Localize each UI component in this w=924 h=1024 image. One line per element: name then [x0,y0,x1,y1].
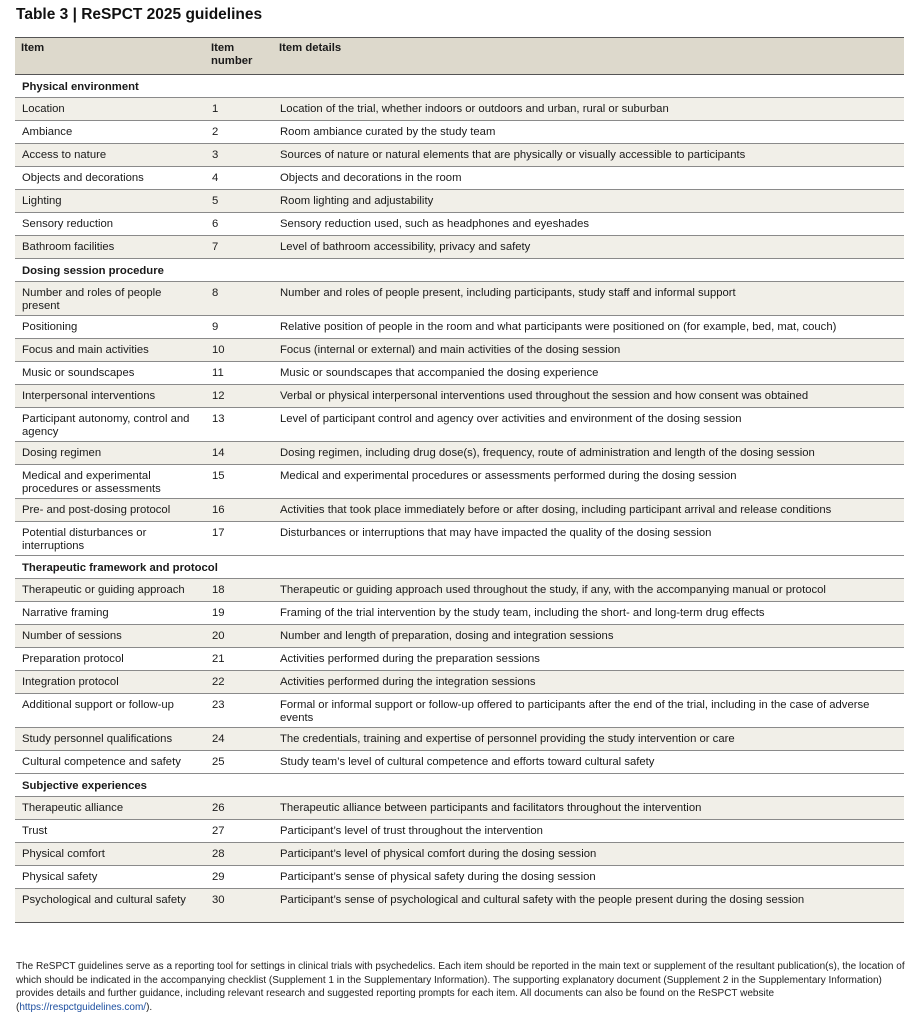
item-number-cell: 27 [205,820,273,843]
item-details-cell: Objects and decorations in the room [273,167,904,190]
item-name-cell: Ambiance [15,121,205,144]
table-row [15,579,904,602]
table-row [15,408,904,442]
item-details-cell: Level of bathroom accessibility, privacy and safety [273,236,904,259]
table-row [15,522,904,556]
item-name-cell: Pre- and post-dosing protocol [15,499,205,522]
item-name-cell: Narrative framing [15,602,205,625]
item-details-cell: Formal or informal support or follow-up offered to participants after the end of the trial, including in the case of adverse events [273,694,904,728]
item-details-cell: Dosing regimen, including drug dose(s), frequency, route of administration and length of the dosing session [273,442,904,465]
table-row [15,339,904,362]
item-details-cell: Sources of nature or natural elements that are physically or visually accessible to participants [273,144,904,167]
item-number-cell: 25 [205,751,273,774]
item-number-cell: 7 [205,236,273,259]
section-heading: Dosing session procedure [15,259,904,282]
table-row [15,213,904,236]
item-name-cell: Cultural competence and safety [15,751,205,774]
table-row [15,98,904,121]
item-details-cell: Medical and experimental procedures or assessments performed during the dosing session [273,465,904,499]
section-row [15,75,904,98]
item-details-cell: Room lighting and adjustability [273,190,904,213]
table-row [15,236,904,259]
table-row [15,190,904,213]
item-details-cell: Participant’s sense of psychological and cultural safety with the people present during the dosing session [273,889,904,923]
item-details-cell: Verbal or physical interpersonal interventions used throughout the session and how consent was obtained [273,385,904,408]
table-row [15,385,904,408]
item-details-cell: Participant’s level of physical comfort during the dosing session [273,843,904,866]
table-title: Table 3 | ReSPCT 2025 guidelines [16,6,263,23]
item-name-cell: Study personnel qualifications [15,728,205,751]
item-number-cell: 13 [205,408,273,442]
item-details-cell: Relative position of people in the room and what participants were positioned on (for example, bed, mat, couch) [273,316,904,339]
item-name-cell: Access to nature [15,144,205,167]
item-name-cell: Bathroom facilities [15,236,205,259]
item-number-cell: 14 [205,442,273,465]
guidelines-table [15,37,904,923]
item-number-cell: 2 [205,121,273,144]
table-row [15,820,904,843]
item-number-cell: 5 [205,190,273,213]
item-details-cell: Focus (internal or external) and main activities of the dosing session [273,339,904,362]
item-number-cell: 3 [205,144,273,167]
item-details-cell: Therapeutic or guiding approach used throughout the study, if any, with the accompanying manual or protocol [273,579,904,602]
item-number-cell: 29 [205,866,273,889]
table-row [15,362,904,385]
table-body [15,75,904,923]
header-item: Item [15,38,205,75]
item-details-cell: Music or soundscapes that accompanied the dosing experience [273,362,904,385]
item-number-cell: 30 [205,889,273,923]
table-row [15,167,904,190]
item-number-cell: 28 [205,843,273,866]
item-details-cell: The credentials, training and expertise of personnel providing the study intervention or care [273,728,904,751]
table-row [15,728,904,751]
table-row [15,671,904,694]
item-name-cell: Location [15,98,205,121]
item-name-cell: Sensory reduction [15,213,205,236]
footnote-end: ). [146,1001,153,1013]
table-row [15,121,904,144]
item-name-cell: Therapeutic alliance [15,797,205,820]
item-name-cell: Focus and main activities [15,339,205,362]
table-row [15,465,904,499]
section-row [15,774,904,797]
item-name-cell: Number of sessions [15,625,205,648]
item-name-cell: Therapeutic or guiding approach [15,579,205,602]
item-name-cell: Integration protocol [15,671,205,694]
item-details-cell: Number and length of preparation, dosing and integration sessions [273,625,904,648]
item-number-cell: 12 [205,385,273,408]
table-row [15,889,904,923]
table-row [15,499,904,522]
header-row [15,38,904,75]
item-name-cell: Physical comfort [15,843,205,866]
item-name-cell: Trust [15,820,205,843]
item-name-cell: Number and roles of people present [15,282,205,316]
item-number-cell: 21 [205,648,273,671]
table-row [15,316,904,339]
item-number-cell: 18 [205,579,273,602]
footnote-text: The ReSPCT guidelines serve as a reporting tool for settings in clinical trials with psychedelics. Each item should be reported in the main text or supplement of the resultant publication(s), the location of which should be indicated in the accompanying checklist (Supplement 1 in the Supplementary Information). The supporting explanatory document (Supplement 2 in the Supplementary Information) provides details and further guidance, including relevant research and suggested reporting prompts for each item. All documents can also be found on the ReSPCT website ( [16,961,905,1013]
item-number-cell: 23 [205,694,273,728]
item-details-cell: Activities performed during the integration sessions [273,671,904,694]
item-number-cell: 10 [205,339,273,362]
table-row [15,694,904,728]
item-number-cell: 8 [205,282,273,316]
item-number-cell: 11 [205,362,273,385]
item-details-cell: Activities that took place immediately before or after dosing, including participant arrival and release conditions [273,499,904,522]
item-name-cell: Potential disturbances or interruptions [15,522,205,556]
item-details-cell: Number and roles of people present, including participants, study staff and informal support [273,282,904,316]
item-details-cell: Therapeutic alliance between participants and facilitators throughout the intervention [273,797,904,820]
table-row [15,442,904,465]
item-name-cell: Additional support or follow-up [15,694,205,728]
table-row [15,625,904,648]
item-details-cell: Location of the trial, whether indoors or outdoors and urban, rural or suburban [273,98,904,121]
item-number-cell: 1 [205,98,273,121]
item-details-cell: Sensory reduction used, such as headphones and eyeshades [273,213,904,236]
item-name-cell: Medical and experimental procedures or assessments [15,465,205,499]
item-name-cell: Psychological and cultural safety [15,889,205,923]
item-details-cell: Participant’s level of trust throughout the intervention [273,820,904,843]
website-link[interactable]: https://respctguidelines.com/ [19,1001,147,1013]
item-name-cell: Participant autonomy, control and agency [15,408,205,442]
table-footnote [16,960,906,1014]
item-name-cell: Interpersonal interventions [15,385,205,408]
item-number-cell: 19 [205,602,273,625]
item-details-cell: Disturbances or interruptions that may have impacted the quality of the dosing session [273,522,904,556]
table-row [15,751,904,774]
section-row [15,259,904,282]
item-name-cell: Objects and decorations [15,167,205,190]
table-row [15,648,904,671]
item-name-cell: Music or soundscapes [15,362,205,385]
item-name-cell: Preparation protocol [15,648,205,671]
item-number-cell: 16 [205,499,273,522]
item-number-cell: 4 [205,167,273,190]
table-header [15,38,904,75]
item-number-cell: 17 [205,522,273,556]
item-number-cell: 20 [205,625,273,648]
table-row [15,602,904,625]
section-row [15,556,904,579]
item-name-cell: Positioning [15,316,205,339]
table-row [15,144,904,167]
item-details-cell: Room ambiance curated by the study team [273,121,904,144]
table-row [15,282,904,316]
item-name-cell: Physical safety [15,866,205,889]
table-row [15,866,904,889]
item-name-cell: Dosing regimen [15,442,205,465]
section-heading: Physical environment [15,75,904,98]
item-name-cell: Lighting [15,190,205,213]
item-details-cell: Framing of the trial intervention by the study team, including the short- and long-term drug effects [273,602,904,625]
item-details-cell: Activities performed during the preparation sessions [273,648,904,671]
section-heading: Therapeutic framework and protocol [15,556,904,579]
item-number-cell: 22 [205,671,273,694]
item-details-cell: Study team’s level of cultural competence and efforts toward cultural safety [273,751,904,774]
section-heading: Subjective experiences [15,774,904,797]
header-item-number: Item number [205,38,273,75]
item-number-cell: 26 [205,797,273,820]
item-number-cell: 24 [205,728,273,751]
item-number-cell: 9 [205,316,273,339]
item-number-cell: 15 [205,465,273,499]
table-row [15,843,904,866]
table-row [15,797,904,820]
header-item-details: Item details [273,38,904,75]
item-details-cell: Level of participant control and agency over activities and environment of the dosing session [273,408,904,442]
item-number-cell: 6 [205,213,273,236]
item-details-cell: Participant’s sense of physical safety during the dosing session [273,866,904,889]
